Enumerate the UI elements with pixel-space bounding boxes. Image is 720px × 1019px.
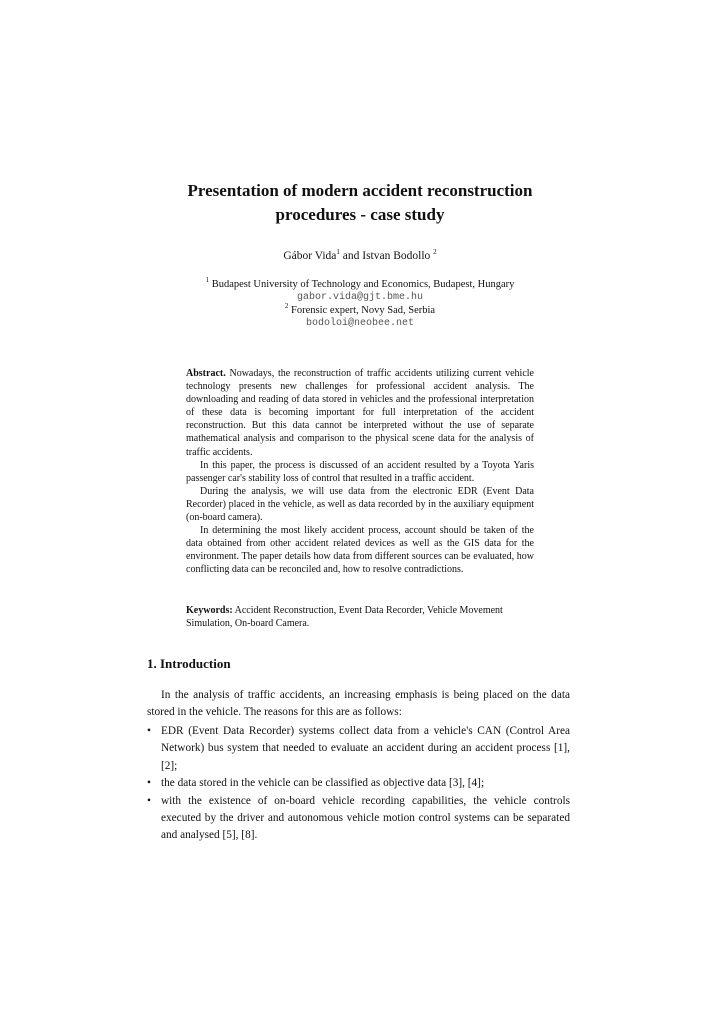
list-item-text: the data stored in the vehicle can be classified as objective data [3], [4]; <box>161 777 485 790</box>
bullet-icon: • <box>147 777 151 790</box>
author-line <box>0 250 720 262</box>
list-item <box>147 775 570 792</box>
affiliation-text: Budapest University of Technology and Economics, Budapest, Hungary <box>211 279 515 290</box>
abstract-paragraph: In this paper, the process is discussed of an accident resulted by a Toyota Yaris passenger car's stability loss of control that resulted in a traffic accident. <box>186 459 534 484</box>
abstract-paragraph: During the analysis, we will use data from the electronic EDR (Event Data Recorder) placed in the vehicle, as well as data recorded by in the auxiliary equipment (on-board camera). <box>186 485 534 524</box>
author-name: Gábor Vida <box>283 250 337 262</box>
list-item-text: with the existence of on-board vehicle recording capabilities, the vehicle controls executed by the driver and autonomous vehicle motion control systems can be separated and analysed [5], [8]. <box>161 794 570 842</box>
list-item-text: EDR (Event Data Recorder) systems collect data from a vehicle's CAN (Control Area Network) bus system that needed to evaluate an accident during an accident process [1], [2]; <box>161 725 570 772</box>
bullet-icon: • <box>147 725 151 737</box>
intro-paragraph-block <box>147 687 570 722</box>
author-name: Istvan Bodollo <box>362 250 431 262</box>
author-email[interactable]: bodoloi@neobee.net <box>305 318 415 329</box>
abstract-label: Abstract. <box>186 368 226 379</box>
affiliation <box>0 278 720 291</box>
intro-paragraph: In the analysis of traffic accidents, an increasing emphasis is being placed on the data stored in the vehicle. The reasons for this are as follows: <box>147 689 570 719</box>
affiliation-marker: 2 <box>284 302 289 310</box>
bullet-icon: • <box>147 794 151 807</box>
author-affil-marker: 1 <box>336 248 340 256</box>
section-heading: 1. Introduction <box>147 656 231 671</box>
affiliation-marker: 1 <box>205 276 210 284</box>
abstract <box>186 367 534 577</box>
bullet-list <box>147 723 570 845</box>
abstract-paragraph: In determining the most likely accident process, account should be taken of the data obtained from other accident related devices as well as the GIS data for the environment. The paper details how data from different sources can be evaluated, how conflicting data can be reconciled and, how to resolve contradictions. <box>186 525 534 576</box>
keywords-label: Keywords: <box>186 605 233 616</box>
keywords-text: Accident Reconstruction, Event Data Recorder, Vehicle Movement Simulation, On-board Camera. <box>186 605 503 630</box>
list-item <box>147 723 570 775</box>
author-conjunction: and <box>339 250 363 262</box>
abstract-text: Nowadays, the reconstruction of traffic accidents utilizing current vehicle technology presents new challenges for professional accident analysis. The downloading and reading of data stored in vehicles and the professional interpretation of these data is becoming important for full interpretation of the accident reconstruction. But this data cannot be interpreted without the use of separate mathematical analysis and comparison to the physical scene data for the analysis of traffic accidents. <box>186 368 534 458</box>
keywords <box>186 604 534 630</box>
list-item <box>147 793 570 845</box>
affiliation <box>0 304 720 317</box>
author-email[interactable]: gabor.vida@gjt.bme.hu <box>296 292 424 303</box>
author-affil-marker: 2 <box>433 248 437 256</box>
abstract-paragraph <box>186 367 534 459</box>
keywords-paragraph <box>186 604 534 630</box>
title-line-2: procedures - case study <box>275 205 445 224</box>
affiliation-text: Forensic expert, Novy Sad, Serbia <box>291 305 436 316</box>
title-line-1: Presentation of modern accident reconstruction <box>187 181 533 200</box>
